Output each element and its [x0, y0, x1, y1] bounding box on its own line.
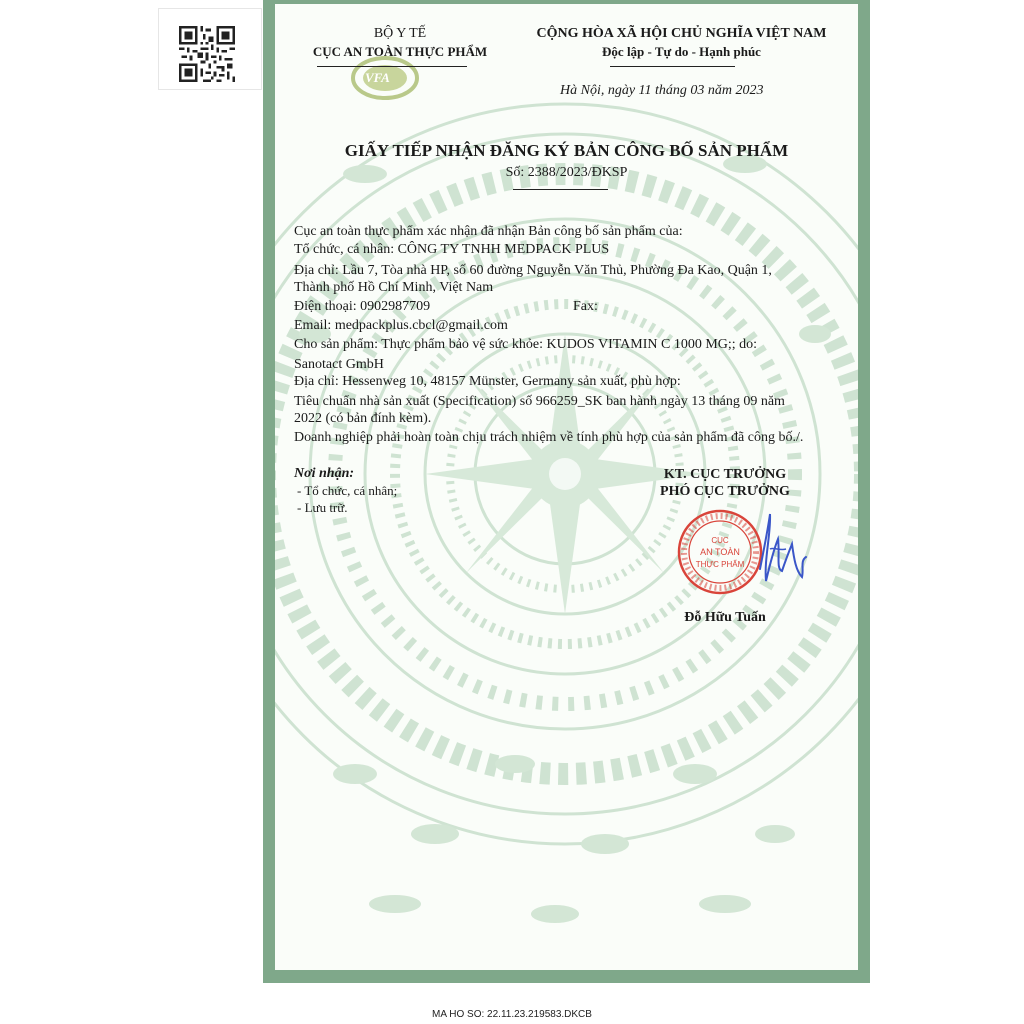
recipient-item: - Lưu trữ. [297, 500, 348, 515]
number-underline [513, 189, 608, 190]
recipient-item: - Tổ chức, cá nhân; [297, 483, 398, 498]
signer-role-1: KT. CỤC TRƯỞNG [663, 467, 787, 482]
agency-underline [317, 66, 467, 67]
signer-name: Đỗ Hữu Tuấn [684, 610, 766, 625]
qr-code [177, 26, 237, 82]
stamp-line: THỰC PHẨM [695, 560, 745, 569]
date-line: Hà Nội, ngày 11 tháng 03 năm 2023 [560, 83, 764, 98]
country-name: CỘNG HÒA XÃ HỘI CHỦ NGHĨA VIỆT NAM [536, 26, 827, 41]
stamp-line: AN TOÀN [700, 547, 740, 557]
signer-role-2: PHÓ CỤC TRƯỞNG [660, 484, 790, 499]
address-city-line: Thành phố Hồ Chí Minh, Việt Nam [294, 280, 494, 295]
document-page [275, 4, 858, 970]
intro-line: Cục an toàn thực phẩm xác nhận đã nhận Bản công bố sản phẩm của: [294, 224, 683, 239]
manufacturer-address-line: Địa chỉ: Hessenweg 10, 48157 Münster, Germany sản xuất, phù hợp: [294, 374, 681, 389]
vfa-logo-text: VFA [365, 70, 390, 85]
stamp-line: CỤC [711, 536, 729, 545]
responsibility-line: Doanh nghiệp phải hoàn toàn chịu trách nhiệm về tính phù hợp của sản phẩm đã công bố./. [294, 430, 804, 445]
organization-line: Tổ chức, cá nhân: CÔNG TY TNHH MEDPACK PLUS [294, 242, 610, 257]
handwritten-signature [740, 509, 815, 589]
standard-line-2: 2022 (có bản đính kèm). [294, 411, 432, 426]
ministry-name: BỘ Y TẾ [373, 26, 427, 41]
document-number: Số: 2388/2023/ĐKSP [505, 165, 628, 180]
agency-name: CỤC AN TOÀN THỰC PHẨM [312, 44, 488, 59]
email-line: Email: medpackplus.cbcl@gmail.com [294, 318, 508, 333]
recipients-heading: Nơi nhận: [294, 466, 355, 481]
file-code-footer: MA HO SO: 22.11.23.219583.DKCB [432, 1009, 592, 1020]
manufacturer-line: Sanotact GmbH [294, 357, 384, 372]
document-title: GIẤY TIẾP NHẬN ĐĂNG KÝ BẢN CÔNG BỐ SẢN PHẨM [344, 141, 789, 160]
motto: Độc lập - Tự do - Hạnh phúc [602, 44, 761, 59]
phone-line: Điện thoại: 0902987709 [294, 299, 431, 314]
product-line: Cho sản phẩm: Thực phẩm bảo vệ sức khỏe: KUDOS VITAMIN C 1000 MG;; do: [294, 337, 758, 352]
standard-line-1: Tiêu chuẩn nhà sản xuất (Specification) số 966259_SK ban hành ngày 13 tháng 09 năm [294, 394, 785, 409]
address-line: Địa chỉ: Lầu 7, Tòa nhà HP, số 60 đường Nguyễn Văn Thủ, Phường Đa Kao, Quận 1, [294, 263, 772, 278]
fax-line: Fax: [573, 299, 598, 314]
motto-underline [610, 66, 735, 67]
